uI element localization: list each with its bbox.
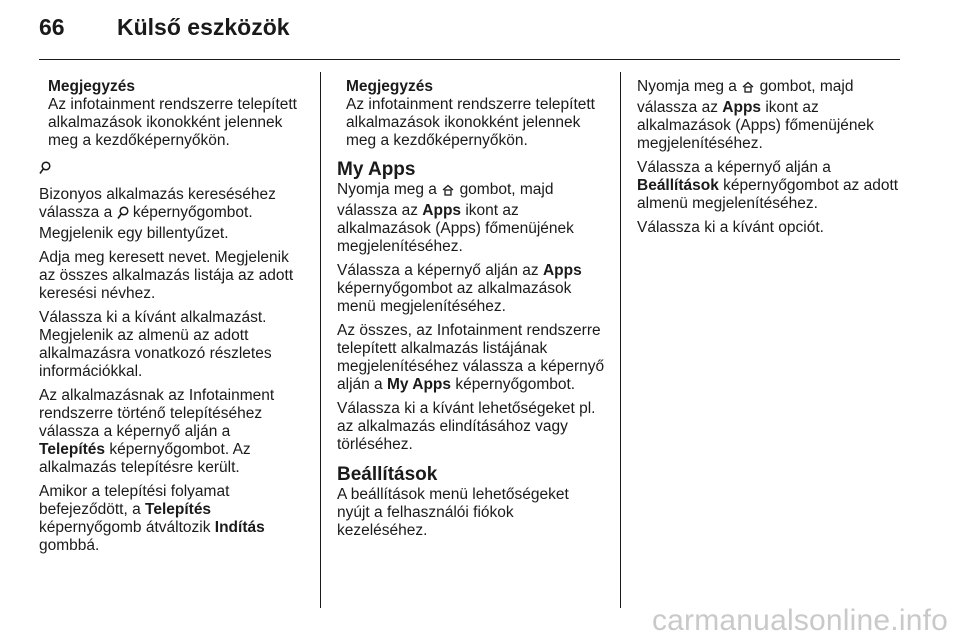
note-box [337, 78, 605, 150]
search-icon [117, 206, 129, 225]
note-text: Az infotainment rendszerre telepített alkalmazások ikonokként jelennek meg a kezdőképernyőkön. [48, 96, 297, 149]
paragraph: Válassza ki a kívánt lehetőségeket pl. az alkalmazás elindításához vagy törléséhez. [337, 400, 596, 453]
column-divider-2 [620, 72, 621, 608]
page-title: Külső eszközök [117, 14, 290, 40]
note-text: Az infotainment rendszerre telepített alkalmazások ikonokként jelennek meg a kezdőképernyőkön. [346, 96, 595, 149]
home-icon [441, 183, 455, 202]
note-title: Megjegyzés [48, 78, 136, 95]
paragraph: Az összes, az Infotainment rendszerre telepített alkalmazás listájának megjelenítéséhez válassza a képernyő alján a My Apps képernyőgombot. [337, 322, 605, 393]
column-divider-1 [320, 72, 321, 608]
column-3 [637, 78, 905, 243]
paragraph: Nyomja meg a gombot, majd válassza az Apps ikont az alkalmazások (Apps) főmenüjének megjelenítéséhez. [637, 78, 874, 152]
paragraph: Válassza a képernyő alján az Apps képernyőgombot az alkalmazások menü megjelenítéséhez. [337, 262, 582, 315]
search-symbol-line [39, 159, 307, 180]
note-title: Megjegyzés [346, 78, 434, 95]
search-icon [39, 161, 51, 180]
note-box [39, 78, 307, 150]
paragraph: Válassza ki a kívánt alkalmazást. Megjelenik az almenü az adott alkalmazásra vonatkozó részletes információkkal. [39, 309, 272, 380]
paragraph: Bizonyos alkalmazás kereséséhez válassza a képernyőgombot. Megjelenik egy billentyűzet. [39, 186, 276, 242]
paragraph: Válassza a képernyő alján a Beállítások képernyőgombot az adott almenü megjelenítéséhez. [637, 159, 899, 212]
heading-settings: Beállítások [337, 464, 438, 485]
paragraph: A beállítások menü lehetőségeket nyújt a felhasználói fiókok kezeléséhez. [337, 486, 569, 539]
header-rule [39, 59, 900, 60]
watermark: carmanualsonline.info [651, 604, 948, 637]
paragraph: Amikor a telepítési folyamat befejeződött, a Telepítés képernyőgomb átváltozik Indítás gombbá. [39, 483, 265, 554]
home-icon [741, 80, 755, 99]
heading-my-apps: My Apps [337, 159, 416, 180]
column-2 [337, 78, 605, 546]
page-number: 66 [39, 14, 65, 40]
paragraph: Nyomja meg a gombot, majd válassza az Apps ikont az alkalmazások (Apps) főmenüjének megjelenítéséhez. [337, 181, 574, 255]
paragraph: Adja meg keresett nevet. Megjelenik az összes alkalmazás listája az adott keresési névhez. [39, 249, 294, 302]
page-header [39, 14, 290, 41]
paragraph: Válassza ki a kívánt opciót. [637, 219, 824, 236]
column-1 [39, 78, 307, 561]
paragraph: Az alkalmazásnak az Infotainment rendszerre történő telepítéséhez válassza a képernyő alján a Telepítés képernyőgombot. Az alkalmazás telepítésre került. [39, 387, 275, 476]
